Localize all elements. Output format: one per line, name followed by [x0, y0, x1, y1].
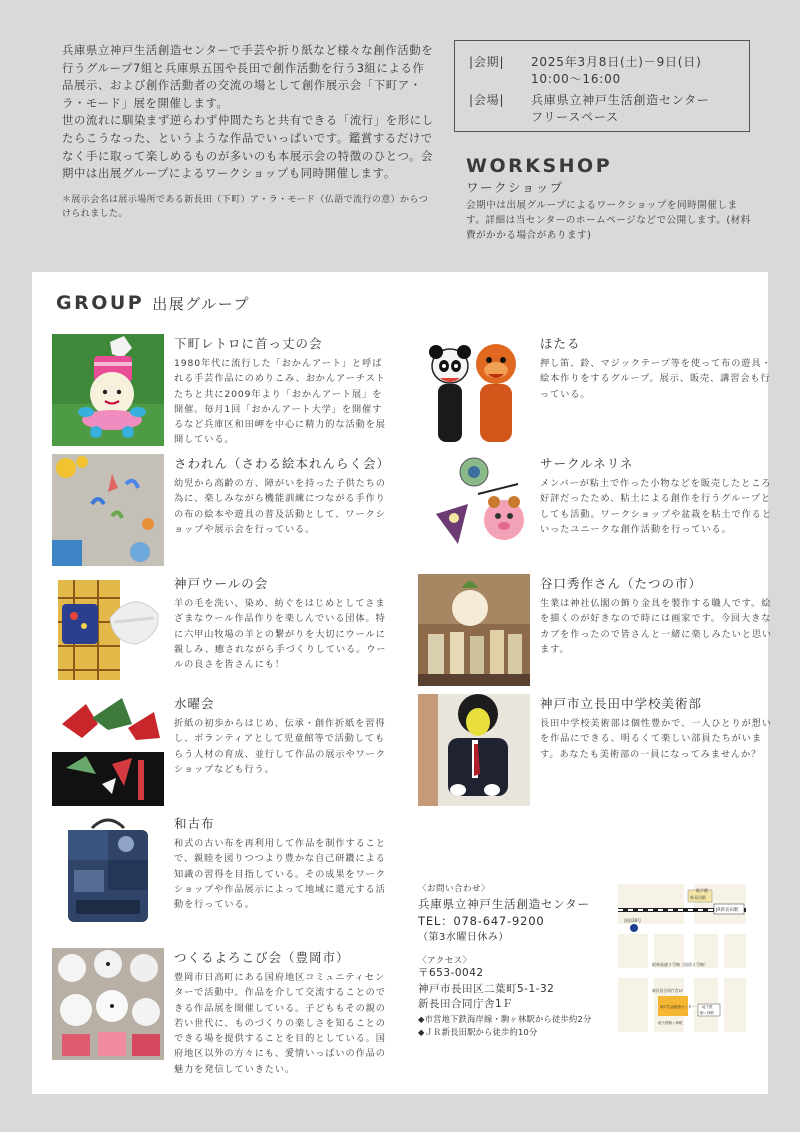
- route-jr: ◆ＪＲ新長田駅から徒歩約10分: [418, 1026, 538, 1037]
- fabric-picture-book-photo: [52, 454, 164, 566]
- group-description: 長田中学校美術部は個性豊かで、一人ひとりが想いを作品にできる、明るくて楽しい部員たちがいます。あなたも美術部の一員になってみませんか？: [540, 718, 772, 760]
- workshop-description: 会期中は出展グループによるワークショップを同時開催します。詳細は当センターのホームページなどで公開します。(材料費がかかる場合があります): [466, 200, 751, 241]
- event-info-box: [454, 40, 750, 132]
- knitted-doll-photo: [52, 334, 164, 446]
- group-name: さわれん（さわる絵本れんらく会）: [174, 456, 391, 471]
- group-description: 和式の古い布を再利用して作品を制作することで、親睦を図りつつより豊かな自己研鑽による知識の習得を目指している。その成果をワークショップや作品展示によって地域に還元する活動を行っている。: [174, 838, 386, 911]
- stuffed-animals-photo: [52, 948, 164, 1060]
- group-name: サークルネリネ: [540, 456, 634, 471]
- intro-note: ＊展示会名は展示場所である新長田（下町）ア・ラ・モード（仏語で流行の意）からつけられました。: [62, 194, 429, 219]
- access-map: [618, 884, 746, 1032]
- map-label-komagabayashi: 地下鉄駒ヶ林駅: [658, 1021, 683, 1025]
- intro-paragraph-1: 兵庫県立神戸生活創造センターで手芸や折り紙など様々な創作活動を行うグループ7組と兵庫県五国や長田で創作活動を行う3組による作品展示、および創作活動者の交流の場として創作展示会「下町ア・ラ・モード」展を開催します。: [62, 43, 434, 110]
- group-heading-ja: 出展グループ: [152, 295, 251, 313]
- group-panel: [32, 272, 773, 1094]
- group-description: 羊の毛を洗い、染め、紡ぐをはじめとしてさまざまなウール作品作りを楽しんでいる団体。特に六甲山牧場の羊との繋がりを大切にウールに親しみ、癒されながら手づくりしている。ウールの良さを皆さんにも！: [174, 598, 387, 671]
- contact-holiday: （第3水曜日休み）: [418, 932, 509, 943]
- venue-label: |会場|: [469, 93, 505, 107]
- contact-block: [418, 882, 618, 1039]
- workshop-subtitle: ワークショップ: [466, 180, 564, 195]
- map-label-route28: 国道28号: [624, 918, 642, 923]
- venue-room: フリースペース: [531, 110, 619, 124]
- period-label: |会期|: [469, 55, 505, 69]
- address: 神戸市長田区二葉町5-1-32: [418, 982, 555, 995]
- route-subway: ◆市営地下鉄海岸線・駒ヶ林駅から徒歩約2分: [418, 1013, 592, 1024]
- kimono-fabric-bag-photo: [52, 814, 164, 926]
- group-name: つくるよろこび会（豊岡市）: [174, 950, 350, 965]
- map-label-hanshin: 阪神高速３号線（国道２号線）: [652, 962, 708, 967]
- group-name: 下町レトロに首っ丈の会: [174, 336, 323, 351]
- map-label-jr: JR新長田駅: [716, 908, 739, 913]
- group-name: 神戸ウールの会: [174, 576, 269, 591]
- group-description: 生業は神社仏閣の飾り金具を製作する職人です。絵を描くのが好きなので時には画家です。今回大きなカブを作ったので皆さんと一緒に楽しみたいと思います。: [540, 598, 773, 655]
- group-name: 水曜会: [174, 696, 215, 711]
- period-date: 2025年3月8日(土)－9日(日): [531, 55, 702, 69]
- map-label-komagabayashi-stn: 駒ヶ林駅: [700, 1011, 714, 1015]
- group-description: 押し笛、鈴、マジックテープ等を使って布の遊具・絵本作りをするグループ。展示、販売、講習会も行っている。: [540, 358, 772, 400]
- group-name: 神戸市立長田中学校美術部: [540, 696, 703, 711]
- group-description: 折紙の初歩からはじめ、伝承・創作折紙を習得し、ボランティアとして児童館等で活動してもらう人材の育成、並行して作品の展示やワークショップなども行う。: [174, 718, 386, 775]
- group-heading-en: GROUP: [56, 292, 145, 314]
- access-label: 〈アクセス〉: [418, 956, 472, 966]
- clay-crafts-photo: [418, 454, 530, 566]
- map-label-shinnagata: 新長田駅: [690, 895, 706, 900]
- intro-paragraph-2: 世の流れに馴染まず逆らわず仲間たちと共有できる「流行」を形にしたらこうなった、というような作品でいっぱいです。鑑賞するだけでなく手に取って楽しめるものが多いのも本展示会の特徴のひとつ。会期中は出展グループによるワークショップも同時開催します。: [62, 113, 434, 181]
- group-description: 幼児から高齢の方、障がいを持った子供たちの為に、楽しみながら機能訓練につながる手作りの布の絵本や遊具の普及活動として、ワークショップや展示会を行っている。: [174, 478, 386, 535]
- period-row: [469, 54, 735, 88]
- group-description: 1980年代に流行した「おかんアート」と呼ばれる手芸作品にのめりこみ、おかんアーチストたちと共に2009年より「おかんアート展」を開催。毎月1回「おかんアート大学」を開催するなど兵庫区和田岬を中心に精力的な活動を展開している。: [174, 358, 386, 446]
- contact-phone: TEL：078-647-9200: [418, 914, 545, 928]
- venue-row: [469, 92, 735, 126]
- wool-goods-photo: [52, 574, 164, 686]
- workshop-title: WORKSHOP: [466, 155, 613, 177]
- hand-puppets-photo: [418, 334, 530, 446]
- group-name: ほたる: [540, 336, 581, 351]
- building: 新長田合同庁舎1Ｆ: [418, 998, 514, 1010]
- origami-photo: [52, 694, 164, 806]
- group-description: 豊岡市日高町にある国府地区コミュニティセンターで活動中。作品を介して交流することのできる作品展を開催している。子どももその親の若い世代に、ものづくりの楽しさを知ることのできる場を提供することを目的としている。国府地区以外の方々にも、愛情いっぱいの作品の魅力を発信していきたい。: [174, 972, 386, 1075]
- map-label-subway-bottom: 地下鉄: [702, 1005, 713, 1009]
- period-time: 10:00～16:00: [531, 72, 621, 86]
- map-label-goudou: 新長田合同庁舎1F: [652, 988, 684, 993]
- group-name: 谷口秀作さん（たつの市）: [540, 576, 703, 591]
- group-description: メンバーが粘土で作った小物などを販売したところ好評だったため、粘土による創作を行うグループとしても活動。ワークショップや盆栽を粘土で作るといったユニークな創作活動を行っている。: [540, 478, 772, 535]
- map-label-subway-top: 地下鉄: [696, 888, 708, 893]
- figure-sculpture-photo: [418, 694, 530, 806]
- group-heading: [56, 292, 250, 314]
- map-label-center: 神戸生活創造センター: [660, 1005, 695, 1009]
- postal-code: 〒653-0042: [418, 967, 484, 979]
- diorama-turnip-photo: [418, 574, 530, 686]
- venue-name: 兵庫県立神戸生活創造センター: [531, 93, 710, 107]
- intro-text: [62, 42, 434, 221]
- inquiry-label: 〈お問い合わせ〉: [418, 884, 491, 894]
- contact-organization: 兵庫県立神戸生活創造センター: [418, 897, 590, 911]
- group-name: 和古布: [174, 816, 215, 831]
